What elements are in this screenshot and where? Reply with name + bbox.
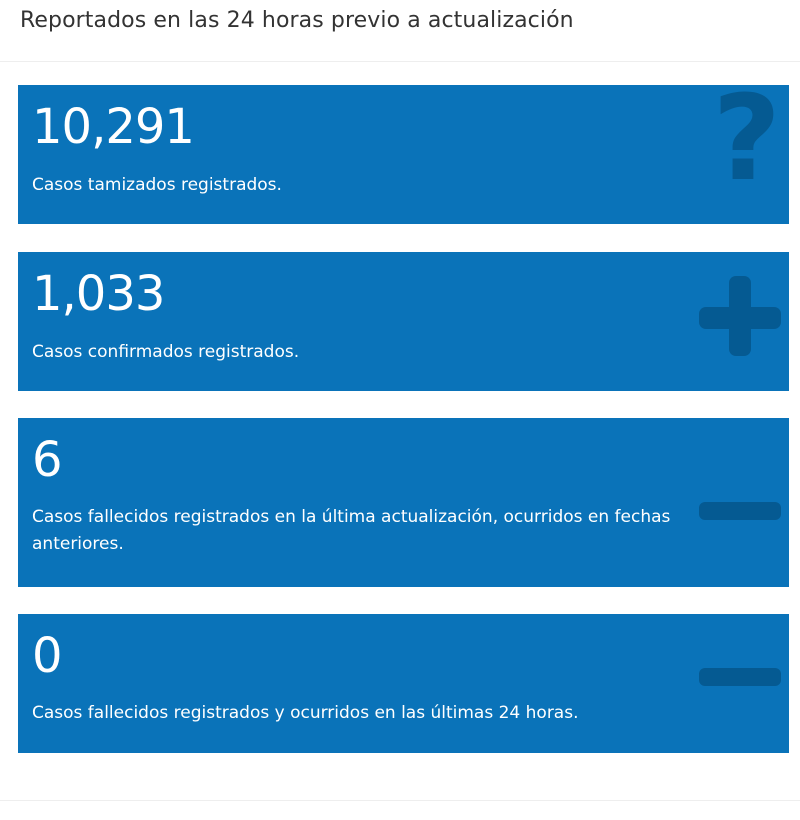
question-icon: ? xyxy=(712,85,781,207)
stat-card-screened xyxy=(18,85,789,224)
stat-value: 0 xyxy=(32,628,62,684)
stat-label: Casos tamizados registrados. xyxy=(32,175,282,195)
stat-value: 6 xyxy=(32,432,62,488)
minus-icon xyxy=(699,668,781,686)
stat-card-deaths-previous xyxy=(18,418,789,587)
footer-divider xyxy=(0,800,800,801)
stat-value: 1,033 xyxy=(32,266,165,322)
stat-card-deaths-24h xyxy=(18,614,789,753)
stat-value: 10,291 xyxy=(32,99,194,155)
section-header xyxy=(0,0,800,62)
stat-label: Casos confirmados registrados. xyxy=(32,342,300,362)
stat-label: Casos fallecidos registrados y ocurridos en las últimas 24 horas. xyxy=(32,703,579,723)
section-title: Reportados en las 24 horas previo a actualización xyxy=(20,8,574,33)
plus-icon-vertical xyxy=(729,276,751,356)
stat-card-confirmed xyxy=(18,252,789,391)
stat-label: Casos fallecidos registrados en la última actualización, ocurridos en fechas anteriores. xyxy=(32,507,671,554)
